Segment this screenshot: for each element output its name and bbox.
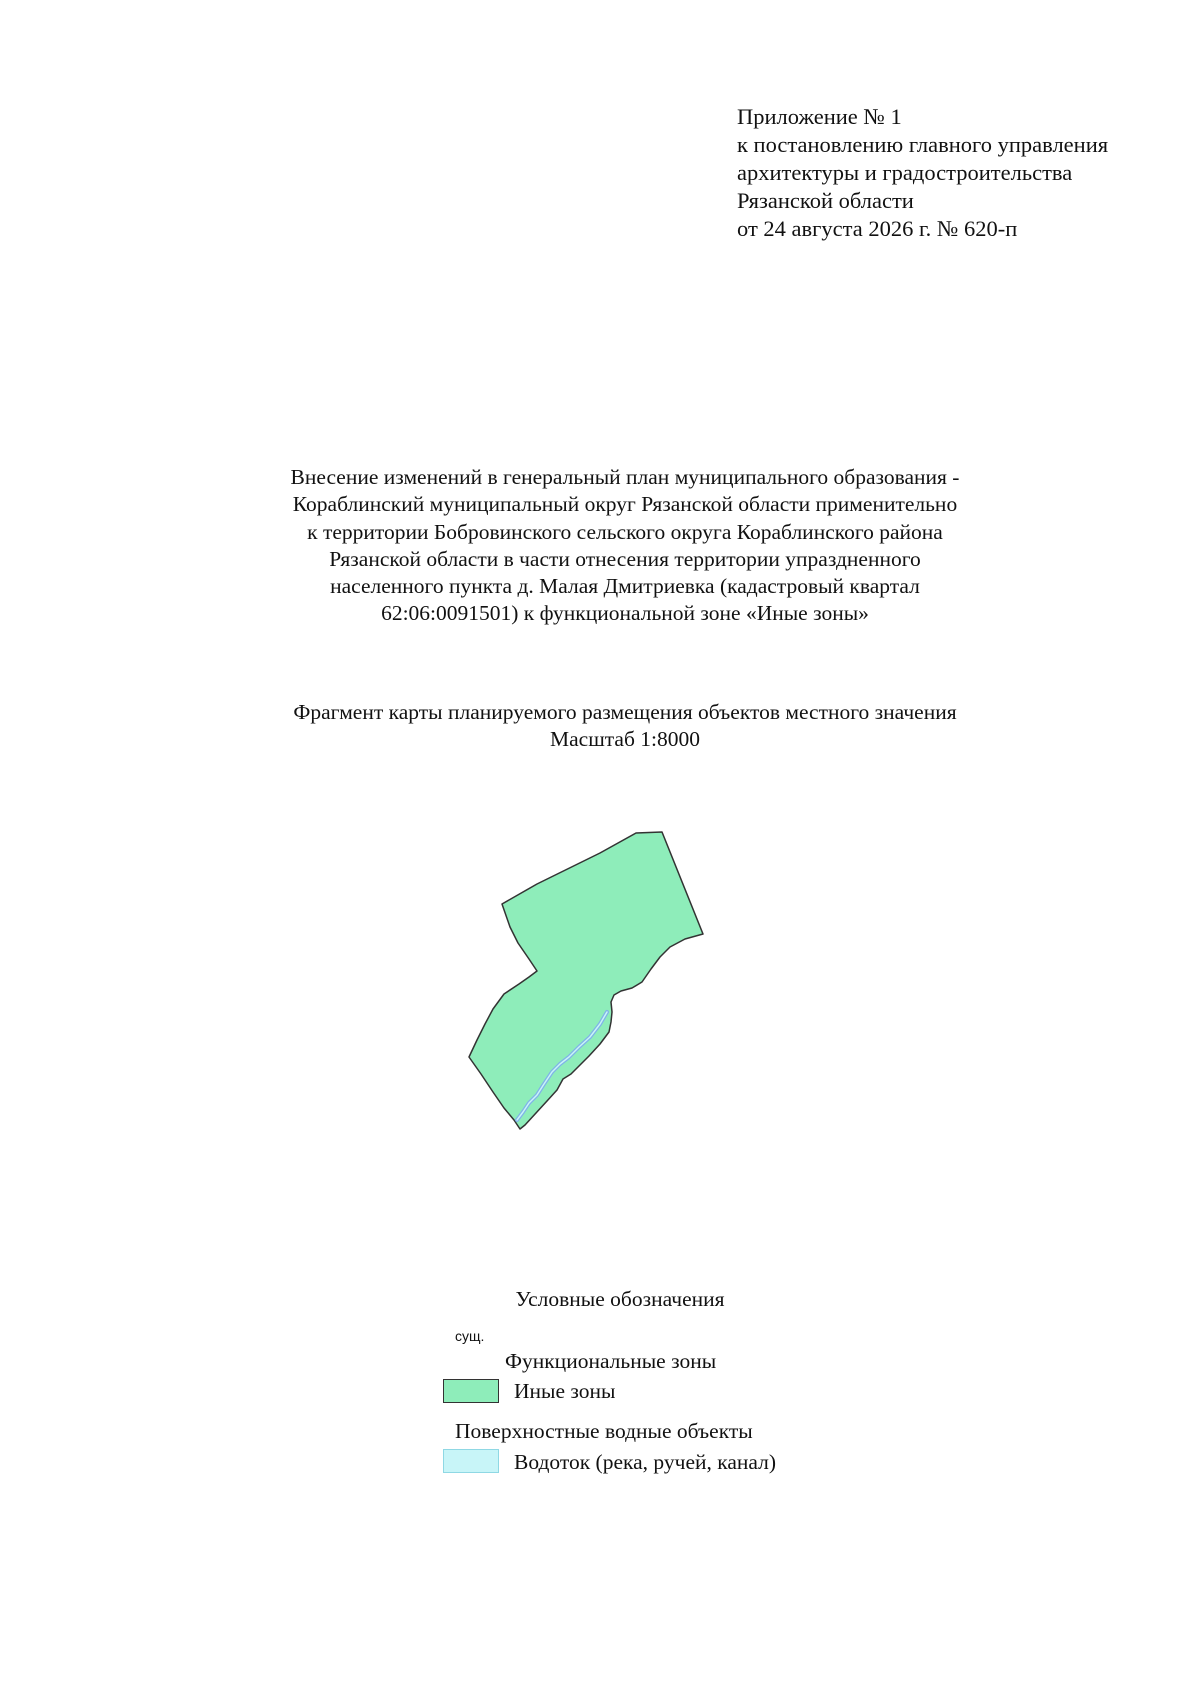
legend-note: сущ. [455, 1328, 485, 1344]
watercourse-label: Водоток (река, ручей, канал) [514, 1450, 777, 1474]
title-line: Рязанской области в части отнесения территории упраздненного [329, 546, 921, 571]
other-zone-area [469, 832, 703, 1129]
appendix-line: от 24 августа 2026 г. № 620-п [737, 216, 1018, 241]
other-zone-label: Иные зоны [514, 1379, 616, 1403]
appendix-line: Рязанской области [737, 188, 914, 213]
title-line: к территории Бобровинского сельского округа Кораблинского района [307, 519, 943, 544]
legend-functional-zones-heading: Функциональные зоны [505, 1349, 717, 1373]
title-line: 62:06:0091501) к функциональной зоне «Иные зоны» [381, 601, 869, 626]
watercourse-swatch [443, 1449, 499, 1473]
watercourse-line [517, 1012, 607, 1120]
title-line: Кораблинский муниципальный округ Рязанской области применительно [292, 492, 958, 517]
appendix-line: Приложение № 1 [737, 104, 902, 129]
map-subtitle [160, 699, 1090, 753]
map-scale: Масштаб 1:8000 [550, 727, 700, 751]
legend-water-objects-heading: Поверхностные водные объекты [455, 1419, 753, 1443]
title-line: Внесение изменений в генеральный план муниципального образования - [290, 465, 960, 489]
appendix-block [737, 103, 1177, 243]
other-zone-swatch [443, 1379, 499, 1403]
map-fragment-caption: Фрагмент карты планируемого размещения объектов местного значения [293, 700, 957, 724]
legend-title: Условные обозначения [515, 1287, 725, 1311]
appendix-line: архитектуры и градостроительства [737, 160, 1073, 185]
document-title [160, 464, 1090, 628]
appendix-line: к постановлению главного управления [737, 132, 1109, 157]
watercourse-line-inner [517, 1012, 607, 1120]
title-line: населенного пункта д. Малая Дмитриевка (кадастровый квартал [330, 574, 920, 599]
